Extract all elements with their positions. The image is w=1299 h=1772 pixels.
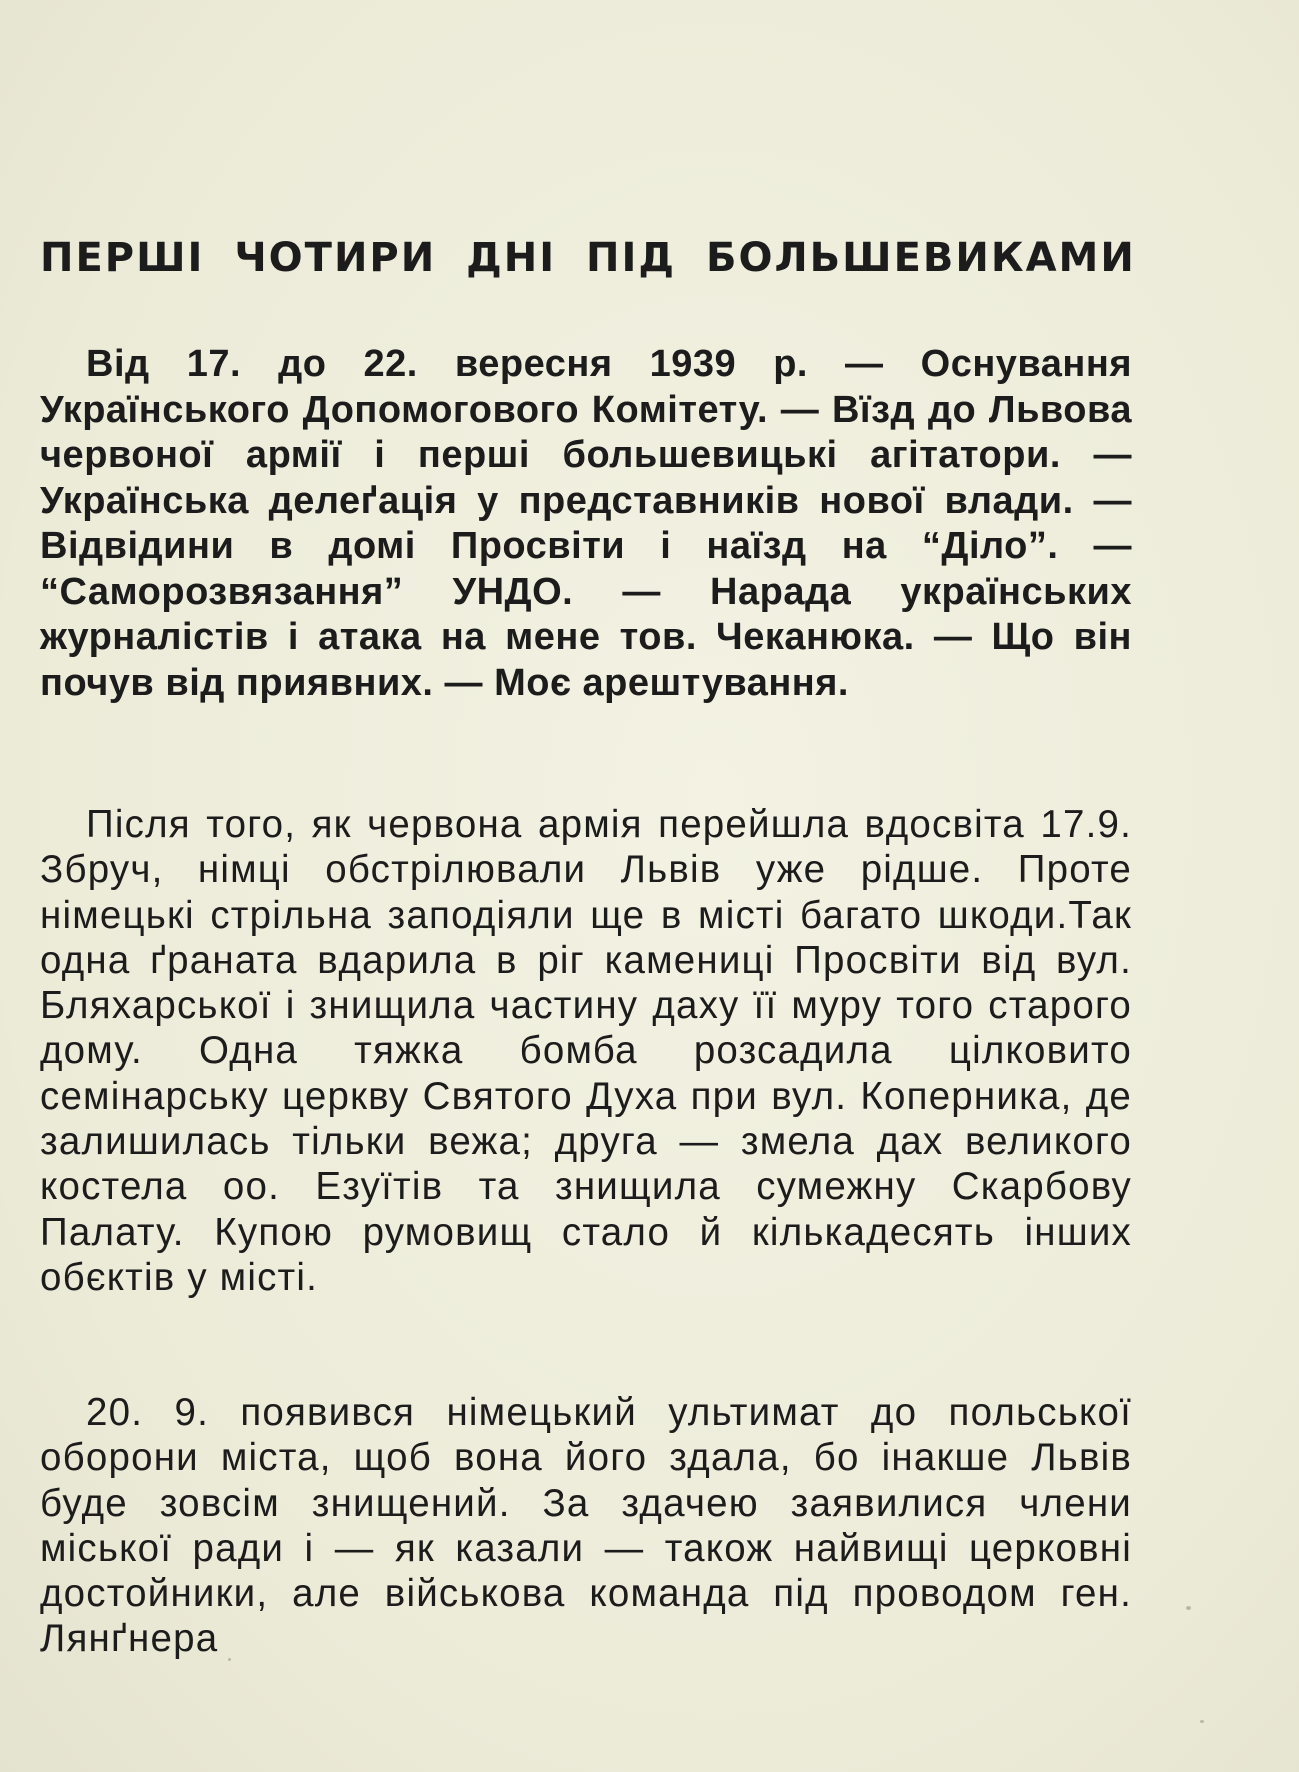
paper-speck: [228, 1658, 231, 1661]
body-paragraph-1: Після того, як червона армія перейшла вдосвіта 17.9. Збруч, німці обстрілювали Львів уже рідше. Проте німецькі стрільна заподіяли ще в місті багато шкоди.Так одна ґраната вдарила в ріг камениці Просвіти від вул. Бляхарської і знищила частину даху її муру того старого дому. Одна тяжка бомба розсадила цілковито семінарську церкву Святого Духа при вул. Коперника, де залишилась тільки вежа; друга — змела дах великого костела оо. Езуїтів та знищила сумежну Скарбову Палату. Купою румовищ стало й кількадесять інших обєктів у місті.: [40, 803, 1132, 1299]
paper-speck: [1186, 1606, 1191, 1610]
body-paragraph-2: 20. 9. появився німецький ультимат до польської оборони міста, щоб вона його здала, бо інакше Львів буде зовсім знищений. За здачею заявилися члени міської ради і — як казали — також найвищі церковні достойники, але військова команда під проводом ген. Лянґнера: [40, 1391, 1132, 1661]
chapter-summary: Від 17. до 22. вересня 1939 р. — Оснування Українського Допомогового Комітету. — Вїзд до Львова червоної армії і перші большевицькі агітатори. — Українська делеґація у представників нової влади. — Відвідини в домі Просвіти і наїзд на “Діло”. — “Саморозвязання” УНДО. — Нарада українських журналістів і атака на мене тов. Чеканюка. — Що він почув від приявних. — Моє арештування.: [40, 343, 1132, 704]
chapter-title: ПЕРШІ ЧОТИРИ ДНІ ПІД БОЛЬШЕВИКАМИ: [40, 235, 1136, 281]
paper-speck: [1200, 1720, 1204, 1723]
